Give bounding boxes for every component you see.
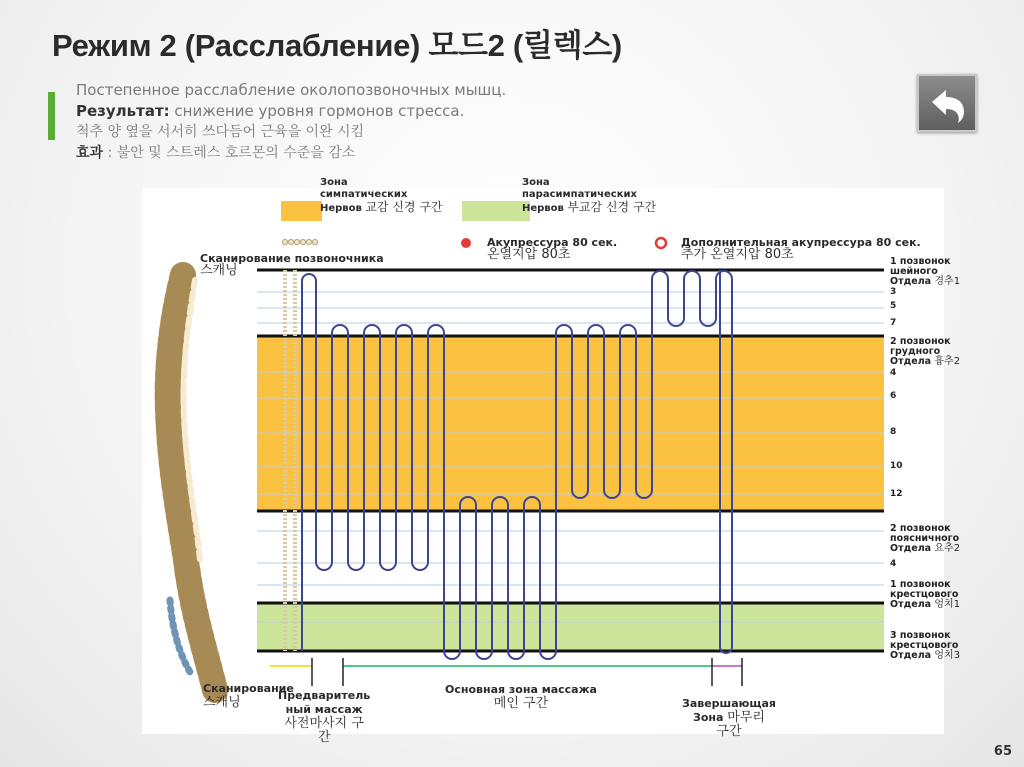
sympathetic-legend-label xyxy=(320,177,443,215)
intro-line-1: Постепенное расслабление околопозвоночных мышц. xyxy=(76,81,507,99)
extra-acupressure-ring-icon xyxy=(656,238,666,248)
parasympathetic-zone-band xyxy=(257,603,884,651)
parasympathetic-line-2: парасимпатических xyxy=(522,189,637,200)
axis-kr: 흉추2 xyxy=(934,356,961,367)
extra-acupressure-kr: 추가 온열지압 80초 xyxy=(681,247,794,262)
phase-final-line-1: Завершающая xyxy=(682,697,776,710)
acupressure-ru: Акупрессура 80 сек. xyxy=(487,236,618,249)
axis-line xyxy=(890,651,960,661)
parasympathetic-line-1: Зона xyxy=(522,177,550,188)
scan-beads-swatch xyxy=(282,239,317,244)
phase-pre-line-2: ный массаж xyxy=(285,703,363,716)
axis-label-7: 7 xyxy=(890,318,897,328)
result-text: снижение уровня гормонов стресса. xyxy=(169,102,465,120)
axis-ru: Отдела xyxy=(890,650,932,661)
result-label: Результат: xyxy=(76,102,170,120)
axis-ru: Отдела xyxy=(890,356,932,367)
intro-line-3: 척추 양 옆을 서서히 쓰다듬어 근육을 이완 시킴 xyxy=(76,124,365,140)
axis-line: шейного xyxy=(890,266,938,277)
axis-ru: Отдела xyxy=(890,543,932,554)
phase-timeline xyxy=(270,658,742,686)
scan-bead xyxy=(294,239,299,244)
effect-label: 효과 xyxy=(76,145,104,161)
parasympathetic-line-3 xyxy=(522,201,656,215)
phase-main-kr: 메인 구간 xyxy=(493,696,549,711)
axis-line: 3 позвонок xyxy=(890,630,951,641)
axis-ru: Отдела xyxy=(890,276,932,287)
axis-line: грудного xyxy=(890,346,941,357)
sympathetic-ru: Нервов xyxy=(320,203,362,214)
parasympathetic-ru: Нервов xyxy=(522,203,564,214)
phase-scan-kr: 스캐닝 xyxy=(203,695,241,710)
sympathetic-swatch xyxy=(281,201,322,221)
axis-label-6: 6 xyxy=(890,391,897,401)
acupressure-kr: 온열지압 80초 xyxy=(487,247,571,262)
effect-text: : 불안 및 스트레스 호르몬의 수준을 감소 xyxy=(103,145,356,161)
sympathetic-zone-band xyxy=(257,336,884,511)
axis-line xyxy=(890,357,960,367)
phase-pre-kr-2: 간 xyxy=(317,730,331,745)
sympathetic-line-3 xyxy=(320,201,443,215)
phase-final-kr-1: 마무리 xyxy=(727,710,765,725)
axis-label-3: 3 xyxy=(890,287,897,297)
axis-line: 1 позвонок xyxy=(890,256,951,267)
phase-pre-kr-1: 사전마사지 구 xyxy=(284,716,364,731)
axis-kr: 경추1 xyxy=(934,276,961,287)
axis-label-lumbar-4: 4 xyxy=(890,559,897,569)
phase-final-label xyxy=(682,697,776,739)
scan-bead xyxy=(306,239,311,244)
axis-line: поясничного xyxy=(890,533,960,544)
parasympathetic-legend-label xyxy=(522,177,656,215)
axis-kr: 엉치1 xyxy=(934,599,961,610)
spine-illustration xyxy=(168,275,215,690)
axis-label-lumbar-2 xyxy=(890,524,960,554)
axis-label-8: 8 xyxy=(890,427,897,437)
phase-final-ru: Зона xyxy=(693,711,724,724)
axis-ru: Отдела xyxy=(890,599,932,610)
phase-pre-line-1: Предваритель xyxy=(278,689,371,702)
phase-pre-label xyxy=(278,689,370,745)
phase-main-label xyxy=(445,683,597,711)
scan-bead xyxy=(282,239,287,244)
page-number: 65 xyxy=(993,744,1012,759)
scan-legend-label xyxy=(200,253,384,277)
scan-legend-ru: Сканирование позвоночника xyxy=(200,252,384,265)
scan-bead xyxy=(300,239,305,244)
axis-label-sacral-3 xyxy=(890,631,960,661)
axis-line: крестцового xyxy=(890,640,959,651)
sympathetic-line-2: симпатических xyxy=(320,189,408,200)
axis-label-4: 4 xyxy=(890,368,897,378)
extra-acupressure-legend-label xyxy=(681,237,921,261)
axis-kr: 엉치3 xyxy=(934,650,961,661)
axis-label-thoracic-2 xyxy=(890,337,960,367)
scan-bead xyxy=(312,239,317,244)
axis-line xyxy=(890,600,960,610)
sympathetic-line-1: Зона xyxy=(320,177,348,188)
axis-label-cervical-1 xyxy=(890,257,960,287)
phase-scan-ru: Сканирование xyxy=(203,682,294,695)
acupressure-dot-icon xyxy=(461,238,471,248)
phase-main-ru: Основная зона массажа xyxy=(445,683,597,696)
axis-line: 2 позвонок xyxy=(890,523,951,534)
axis-label-5: 5 xyxy=(890,301,897,311)
axis-label-sacral-1 xyxy=(890,580,960,610)
parasympathetic-kr: 부교감 신경 구간 xyxy=(567,200,657,214)
axis-kr: 요추2 xyxy=(934,543,961,554)
axis-line xyxy=(890,544,960,554)
axis-label-10: 10 xyxy=(890,461,903,471)
acupressure-legend-label xyxy=(487,237,617,261)
scan-bead xyxy=(288,239,293,244)
slide-title: Режим 2 (Расслабление) 모드2 (릴렉스) xyxy=(52,28,622,63)
axis-line: 2 позвонок xyxy=(890,336,951,347)
phase-final-line-2 xyxy=(682,711,776,725)
axis-line xyxy=(890,277,960,287)
parasympathetic-swatch xyxy=(462,201,530,221)
scan-legend-kr: 스캐닝 xyxy=(200,263,238,278)
axis-line: крестцового xyxy=(890,589,959,600)
axis-line: 1 позвонок xyxy=(890,579,951,590)
axis-label-12: 12 xyxy=(890,489,903,499)
sympathetic-kr: 교감 신경 구간 xyxy=(365,200,443,214)
extra-acupressure-ru: Дополнительная акупрессура 80 сек. xyxy=(681,236,921,249)
phase-final-kr-2: 구간 xyxy=(716,724,742,739)
